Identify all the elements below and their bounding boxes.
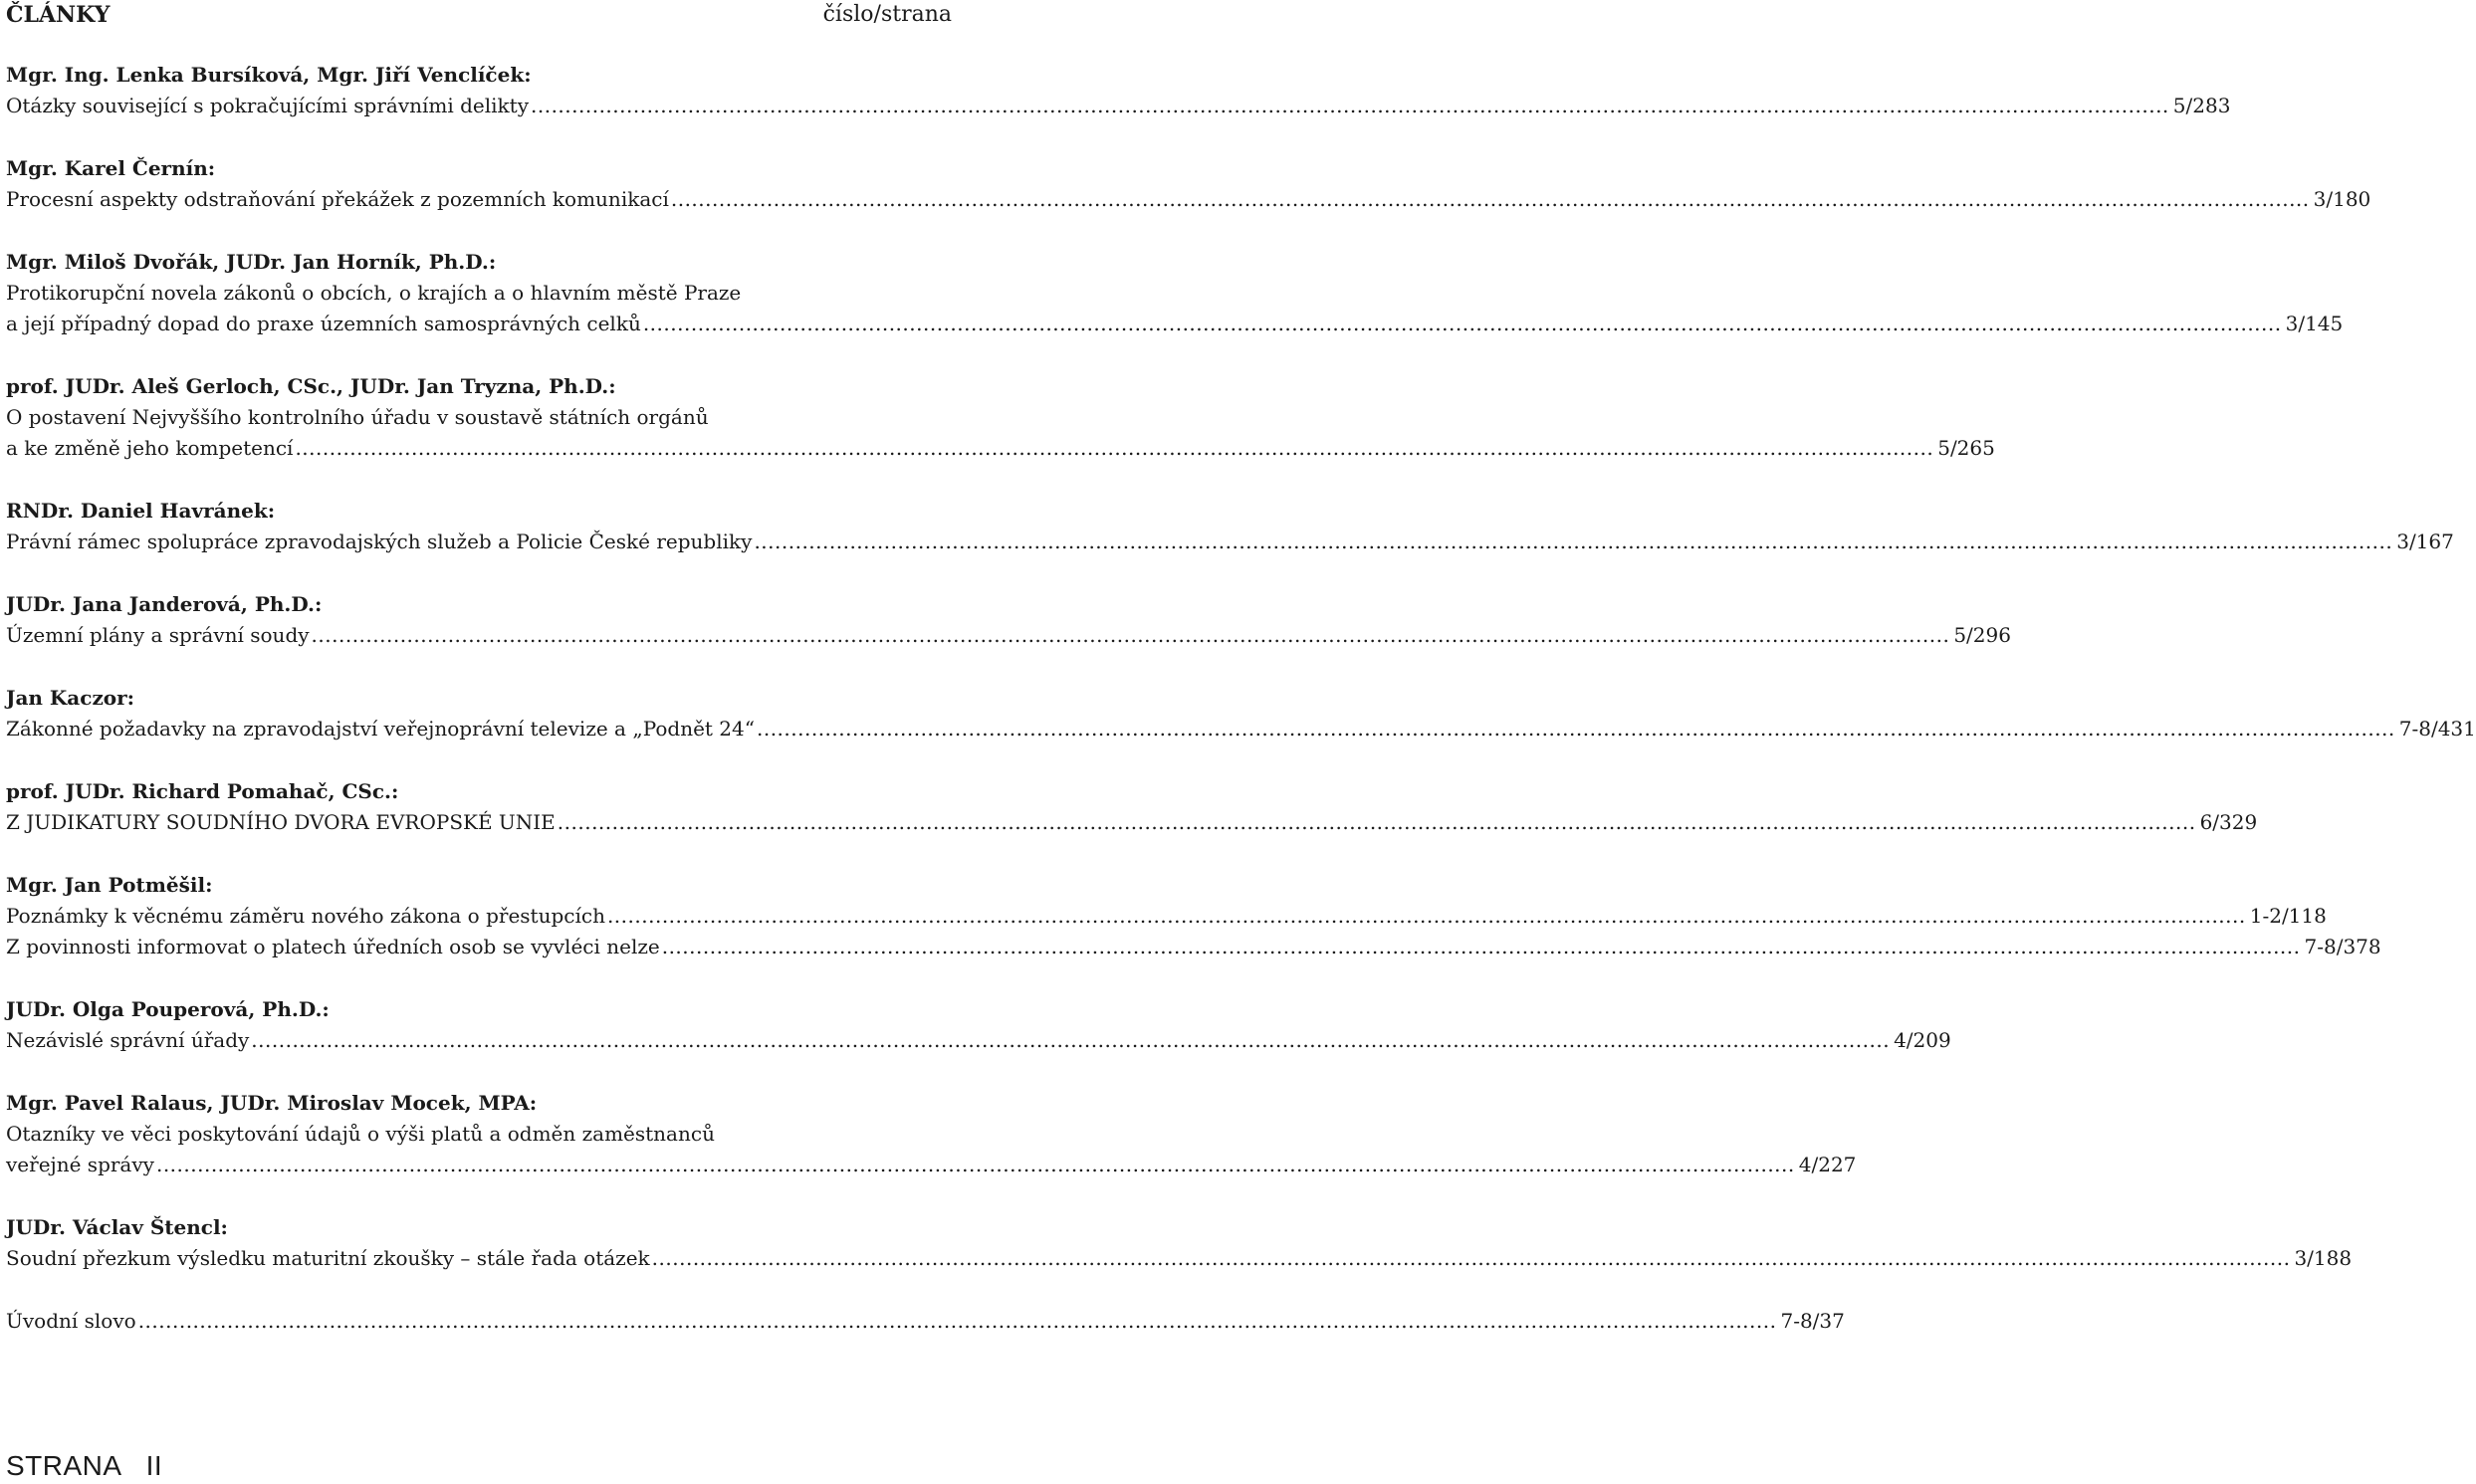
toc-line [6, 932, 2381, 962]
article-title: Poznámky k věcnému záměru nového zákona o přestupcích [6, 904, 605, 928]
dot-leader [138, 1306, 1777, 1337]
article-title: Soudní přezkum výsledku maturitní zkoušky – stále řada otázek [6, 1246, 650, 1270]
article-title: veřejné správy [6, 1153, 154, 1176]
section-title: ČLÁNKY [6, 2, 111, 28]
issue-page-ref: 3/167 [2396, 530, 2454, 553]
issue-page-ref: 1-2/118 [2249, 904, 2327, 928]
entry-author: JUDr. Olga Pouperová, Ph.D.: [6, 997, 330, 1021]
entry-author: Mgr. Pavel Ralaus, JUDr. Miroslav Mocek, MPA: [6, 1091, 538, 1115]
toc-line [6, 309, 2344, 339]
issue-page-ref: 6/329 [2199, 810, 2258, 834]
toc-entries [6, 60, 2476, 1369]
dot-leader [295, 433, 1933, 464]
dot-leader [531, 91, 2169, 121]
page-footer [6, 1449, 162, 1483]
issue-page-ref: 4/209 [1894, 1028, 1951, 1052]
toc-entry [6, 153, 2371, 215]
toc-entry [6, 60, 2231, 121]
footer-label: STRANA [6, 1450, 122, 1481]
article-title: Z povinnosti informovat o platech úředních osob se vyvléci nelze [6, 935, 660, 958]
article-title: Právní rámec spolupráce zpravodajských služeb a Policie České republiky [6, 530, 753, 553]
toc-line [6, 1306, 1845, 1337]
article-title-line: Otazníky ve věci poskytování údajů o výši platů a odměn zaměstnanců [6, 1122, 715, 1146]
entry-author: Jan Kaczor: [6, 686, 135, 710]
entry-author: Mgr. Miloš Dvořák, JUDr. Jan Horník, Ph.D.: [6, 250, 497, 274]
article-title-line: Protikorupční novela zákonů o obcích, o krajích a o hlavním městě Praze [6, 281, 742, 305]
issue-page-ref: 4/227 [1798, 1153, 1857, 1176]
dot-leader [312, 620, 1950, 651]
toc-line [6, 433, 1995, 464]
article-title-line: O postavení Nejvyššího kontrolního úřadu v soustavě státních orgánů [6, 405, 709, 429]
dot-leader [754, 527, 2392, 557]
entry-author: Mgr. Karel Černín: [6, 156, 216, 180]
issue-page-ref: 7-8/37 [1780, 1309, 1845, 1333]
toc-page [6, 0, 2476, 1484]
toc-entry [6, 683, 2476, 744]
toc-entry [6, 1088, 1857, 1180]
dot-leader [607, 901, 2246, 932]
issue-page-ref: 3/145 [2285, 312, 2344, 335]
toc-line [6, 1150, 1857, 1180]
dot-leader [652, 1243, 2291, 1274]
footer-page-number: II [145, 1450, 163, 1481]
article-title: Procesní aspekty odstraňování překážek z pozemních komunikací [6, 187, 669, 211]
article-title: Územní plány a správní soudy [6, 623, 310, 647]
toc-entry [6, 870, 2381, 962]
issue-page-ref: 7-8/431 [2398, 717, 2476, 741]
entry-author: prof. JUDr. Richard Pomahač, CSc.: [6, 779, 399, 803]
article-title: Otázky související s pokračujícími správními delikty [6, 94, 529, 117]
article-title: a její případný dopad do praxe územních samosprávných celků [6, 312, 641, 335]
issue-page-ref: 7-8/378 [2304, 935, 2381, 958]
issue-page-ref: 3/188 [2294, 1246, 2353, 1270]
entry-author: RNDr. Daniel Havránek: [6, 499, 276, 523]
dot-leader [757, 714, 2395, 744]
dot-leader [671, 184, 2310, 215]
toc-header [6, 0, 952, 34]
article-title: Zákonné požadavky na zpravodajství veřejnoprávní televize a „Podnět 24“ [6, 717, 755, 741]
dot-leader [251, 1025, 1890, 1056]
article-title: Z JUDIKATURY SOUDNÍHO DVORA EVROPSKÉ UNIE [6, 810, 556, 834]
issue-page-ref: 5/265 [1937, 436, 1995, 460]
toc-entry [6, 776, 2258, 838]
entry-author: JUDr. Jana Janderová, Ph.D.: [6, 592, 323, 616]
entry-author: prof. JUDr. Aleš Gerloch, CSc., JUDr. Jan Tryzna, Ph.D.: [6, 374, 616, 398]
entry-author: Mgr. Jan Potměšil: [6, 873, 213, 897]
toc-line [6, 527, 2454, 557]
toc-entry [6, 589, 2011, 651]
toc-line [6, 901, 2327, 932]
entry-author: Mgr. Ing. Lenka Bursíková, Mgr. Jiří Venclíček: [6, 63, 532, 87]
toc-line [6, 714, 2476, 744]
toc-line [6, 184, 2371, 215]
toc-entry [6, 1306, 1845, 1337]
article-title: Nezávislé správní úřady [6, 1028, 250, 1052]
toc-line [6, 1025, 1951, 1056]
entry-author: JUDr. Václav Štencl: [6, 1215, 228, 1239]
dot-leader [558, 807, 2196, 838]
toc-entry [6, 371, 1995, 464]
dot-leader [662, 932, 2301, 962]
toc-line [6, 91, 2231, 121]
issue-page-ref: 5/296 [1953, 623, 2011, 647]
dot-leader [643, 309, 2282, 339]
article-title: a ke změně jeho kompetencí [6, 436, 294, 460]
toc-entry [6, 994, 1951, 1056]
toc-entry [6, 247, 2344, 339]
toc-line [6, 807, 2258, 838]
toc-entry [6, 496, 2454, 557]
toc-line [6, 620, 2011, 651]
issue-page-ref: 3/180 [2313, 187, 2371, 211]
toc-entry [6, 1212, 2353, 1274]
article-title: Úvodní slovo [6, 1309, 136, 1333]
dot-leader [156, 1150, 1795, 1180]
toc-line [6, 1243, 2353, 1274]
issue-page-ref: 5/283 [2172, 94, 2231, 117]
column-label: číslo/strana [822, 2, 952, 27]
